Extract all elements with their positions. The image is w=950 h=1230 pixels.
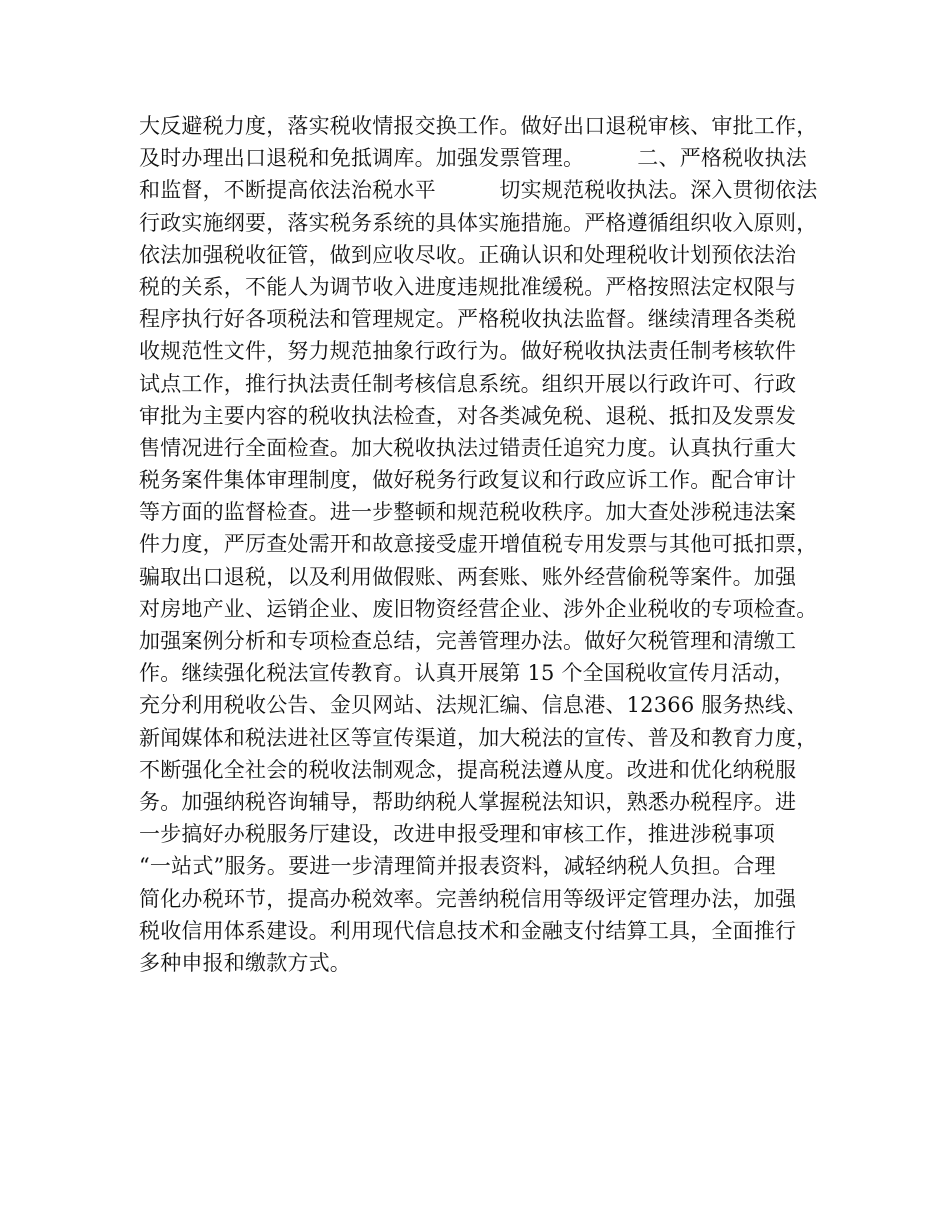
- text-line: 大反避税力度，落实税收情报交换工作。做好出口退税审核、审批工作，: [139, 114, 818, 138]
- text-line: 审批为主要内容的税收执法检查，对各类减免税、退税、抵扣及发票发: [139, 403, 797, 428]
- text-line: 税的关系，不能人为调节收入进度违规批准缓税。严格按照法定权限与: [139, 274, 797, 299]
- text-line: 充分利用税收公告、金贝网站、法规汇编、信息港、12366 服务热线、: [139, 693, 808, 718]
- text-line: 等方面的监督检查。进一步整顿和规范税收秩序。加大查处涉税违法案: [139, 500, 797, 525]
- text-line: 简化办税环节，提高办税效率。完善纳税信用等级评定管理办法，加强: [139, 886, 797, 911]
- body-text: [139, 110, 839, 979]
- text-line: 售情况进行全面检查。加大税收执法过错责任追究力度。认真执行重大: [139, 435, 797, 460]
- text-line: 加强案例分析和专项检查总结，完善管理办法。做好欠税管理和清缴工: [139, 629, 797, 653]
- text-line: 务。加强纳税咨询辅导，帮助纳税人掌握税法知识，熟悉办税程序。进: [139, 789, 797, 814]
- text-line: 不断强化全社会的税收法制观念，提高税法遵从度。改进和优化纳税服: [139, 757, 797, 782]
- text-line: 一步搞好办税服务厅建设，改进申报受理和审核工作，推进涉税事项: [139, 822, 775, 847]
- text-line: 作。继续强化税法宣传教育。认真开展第 15 个全国税收宣传月活动，: [139, 661, 795, 686]
- text-line: 程序执行好各项税法和管理规定。严格税收执法监督。继续清理各类税: [139, 307, 797, 332]
- text-line: 税务案件集体审理制度，做好税务行政复议和行政应诉工作。配合审计: [139, 468, 797, 493]
- text-line: 和监督，不断提高依法治税水平 切实规范税收执法。深入贯彻依法: [139, 178, 818, 203]
- text-line: 对房地产业、运销企业、废旧物资经营企业、涉外企业税收的专项检查。: [139, 596, 818, 621]
- text-line: 骗取出口退税，以及利用做假账、两套账、账外经营偷税等案件。加强: [139, 564, 797, 589]
- text-line: 行政实施纲要，落实税务系统的具体实施措施。严格遵循组织收入原则，: [139, 210, 818, 235]
- text-line: 试点工作，推行执法责任制考核信息系统。组织开展以行政许可、行政: [139, 371, 797, 396]
- text-line: 依法加强税收征管，做到应收尽收。正确认识和处理税收计划预依法治: [139, 242, 797, 267]
- text-line: “一站式”服务。要进一步清理简并报表资料，减轻纳税人负担。合理: [139, 854, 776, 879]
- text-line: 多种申报和缴款方式。: [139, 950, 351, 975]
- text-line: 件力度，严厉查处需开和故意接受虚开增值税专用发票与其他可抵扣票，: [139, 532, 818, 557]
- text-line: 新闻媒体和税法进社区等宣传渠道，加大税法的宣传、普及和教育力度，: [139, 725, 818, 750]
- text-line: 收规范性文件，努力规范抽象行政行为。做好税收执法责任制考核软件: [139, 339, 797, 364]
- text-line: 及时办理出口退税和免抵调库。加强发票管理。 二、严格税收执法: [139, 146, 807, 171]
- text-line: 税收信用体系建设。利用现代信息技术和金融支付结算工具，全面推行: [139, 918, 797, 943]
